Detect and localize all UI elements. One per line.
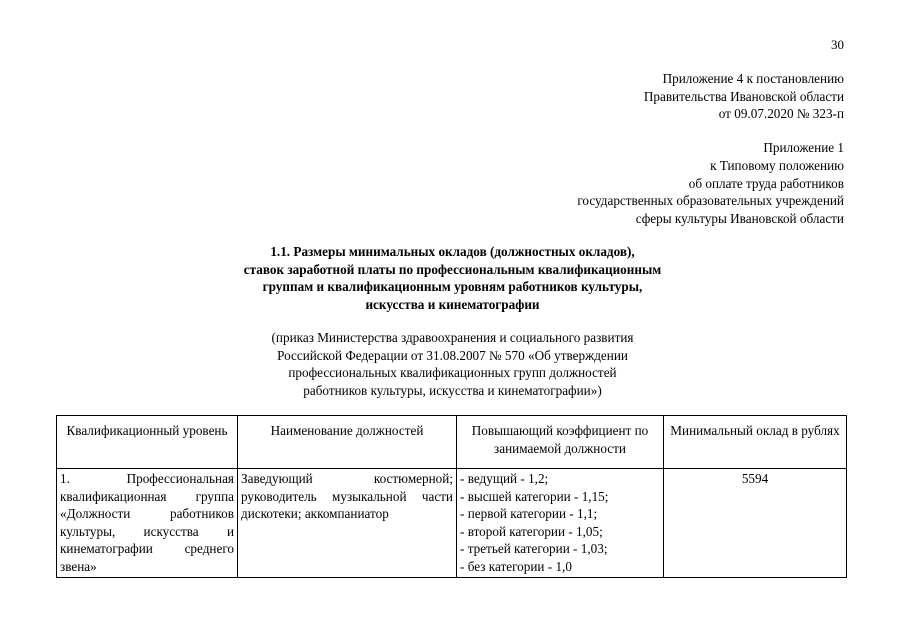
appendix-line: к Типовому положению [710,157,844,173]
page-number: 30 [831,37,844,52]
appendix-line: Приложение 1 [763,140,844,155]
coefficient-item: - первой категории - 1,1; [460,506,598,521]
coefficient-item: - без категории - 1,0 [460,558,572,574]
title-line: 1.1. Размеры минимальных окладов (должностных окладов), [270,244,635,259]
appendix-4-header [644,70,844,123]
appendix-line: Правительства Ивановской области [643,88,844,104]
order-line: профессиональных квалификационных групп должностей [288,365,617,380]
header-qualification-level: Квалификационный уровень [57,416,238,469]
cell-positions: Заведующий костюмерной; руководитель музыкальной части дискотеки; аккомпаниатор [238,469,457,578]
cell-qualification-level: 1. Профессиональная квалификационная группа «Должности работников культуры, искусства и кинематографии среднего звена» [57,469,238,578]
header-coefficient: Повышающий коэффициент по занимаемой должности [457,416,664,469]
appendix-line: государственных образовательных учреждений [577,193,844,209]
appendix-1-header [577,139,844,228]
order-line: Российской Федерации от 31.08.2007 № 570 «Об утверждении [277,347,628,363]
table-row [57,469,847,578]
document-title [0,243,905,313]
appendix-line: сферы культуры Ивановской области [635,211,844,227]
coefficient-item: - третьей категории - 1,03; [460,541,608,556]
appendix-line: от 09.07.2020 № 323-п [718,106,844,121]
appendix-line: Приложение 4 к постановлению [662,71,844,86]
coefficient-item: - второй категории - 1,05; [460,523,603,539]
table-header-row [57,416,847,469]
title-line: группам и квалификационным уровням работников культуры, [262,279,643,294]
order-line: работников культуры, искусства и кинематографии») [303,382,602,398]
title-line: ставок заработной платы по профессиональным квалификационным [243,261,662,277]
appendix-line: об оплате труда работников [688,175,844,191]
order-line: (приказ Министерства здравоохранения и социального развития [271,330,634,345]
salary-table [56,415,847,578]
cell-min-salary: 5594 [664,469,847,578]
cell-coefficients [457,469,664,578]
title-line: искусства и кинематографии [365,296,540,312]
order-reference [0,329,905,399]
coefficient-item: - ведущий - 1,2; [460,471,549,486]
header-position-name: Наименование должностей [238,416,457,469]
coefficient-item: - высшей категории - 1,15; [460,488,609,504]
header-min-salary: Минимальный оклад в рублях [664,416,847,469]
